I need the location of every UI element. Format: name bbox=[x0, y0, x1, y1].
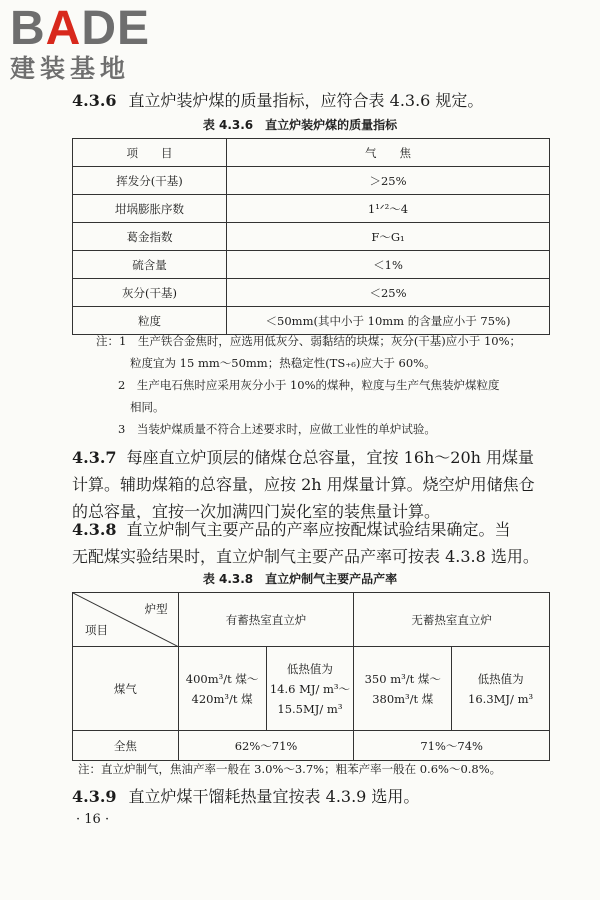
table-row bbox=[73, 251, 550, 279]
table-row bbox=[73, 647, 550, 731]
logo-accent-letter: A bbox=[45, 2, 82, 55]
table-cell: 挥发分(干基) bbox=[73, 167, 227, 195]
section-number: 4.3.6 bbox=[72, 91, 117, 110]
paragraph-line bbox=[72, 444, 550, 471]
table-cell: ＞25% bbox=[227, 167, 550, 195]
header-cell: 有蓄热室直立炉 bbox=[178, 593, 354, 647]
corner-label-bottom: 项目 bbox=[85, 623, 108, 637]
table-note: 粒度宜为 15 mm～50mm；热稳定性(TS₊₆)应大于 60%。 bbox=[130, 356, 436, 370]
table-cell bbox=[452, 647, 550, 731]
diagonal-header-cell bbox=[73, 593, 179, 647]
section-4-3-6-heading bbox=[72, 88, 483, 114]
table-cell bbox=[266, 647, 354, 731]
section-4-3-9-heading bbox=[72, 784, 419, 810]
table-cell: 粒度 bbox=[73, 307, 227, 335]
table-4-3-8 bbox=[72, 592, 550, 761]
row-label: 煤气 bbox=[73, 647, 179, 731]
cell-line: 15.5MJ/ m³ bbox=[277, 701, 343, 716]
cell-line: 420m³/t 煤 bbox=[191, 691, 253, 706]
cell-line: 380m³/t 煤 bbox=[372, 691, 434, 706]
header-cell: 气 焦 bbox=[227, 139, 550, 167]
section-text: 每座直立炉顶层的储煤仓总容量，宜按 16h～20h 用煤量 bbox=[126, 448, 535, 467]
table-note: 注：1 生产铁合金焦时，应选用低灰分、弱黏结的块煤；灰分(干基)应小于 10%； bbox=[96, 334, 522, 348]
table-note: 3 当装炉煤质量不符合上述要求时，应做工业性的单炉试验。 bbox=[118, 422, 436, 436]
cell-line: 低热值为 bbox=[477, 671, 524, 686]
paragraph-line: 计算。辅助煤箱的总容量，应按 2h 用煤量计算。烧空炉用储焦仓 bbox=[72, 475, 535, 494]
table-cell: ＜50mm(其中小于 10mm 的含量应小于 75%) bbox=[227, 307, 550, 335]
table-cell bbox=[178, 647, 266, 731]
table-row bbox=[73, 731, 550, 761]
section-4-3-8 bbox=[72, 516, 550, 570]
table-cell: 71%～74% bbox=[354, 731, 550, 761]
table-cell: 硫含量 bbox=[73, 251, 227, 279]
table-cell: 葛金指数 bbox=[73, 223, 227, 251]
table-cell: 灰分(干基) bbox=[73, 279, 227, 307]
table-note: 注：直立炉制气，焦油产率一般在 3.0%～3.7%；粗苯产率一般在 0.6%～0.8%。 bbox=[78, 762, 502, 776]
section-text: 直立炉装炉煤的质量指标，应符合表 4.3.6 规定。 bbox=[128, 91, 484, 110]
table-row bbox=[73, 223, 550, 251]
table-header-row bbox=[73, 139, 550, 167]
table-cell: 1¹ᐟ²～4 bbox=[227, 195, 550, 223]
table-row bbox=[73, 307, 550, 335]
table-4-3-8-title: 表 4.3.8 直立炉制气主要产品产率 bbox=[202, 572, 398, 586]
logo-wordmark: BADE bbox=[10, 2, 151, 55]
table-cell bbox=[354, 647, 452, 731]
paragraph-line: 的总容量，宜按一次加满四门炭化室的装焦量计算。 bbox=[72, 502, 441, 521]
cell-line: 16.3MJ/ m³ bbox=[468, 691, 534, 706]
table-row bbox=[73, 195, 550, 223]
table-note: 2 生产电石焦时应采用灰分小于 10%的煤种，粒度与生产气焦装炉煤粒度 bbox=[118, 378, 500, 392]
section-text: 直立炉煤干馏耗热量宜按表 4.3.9 选用。 bbox=[128, 787, 420, 806]
table-cell: ＜25% bbox=[227, 279, 550, 307]
section-number: 4.3.7 bbox=[72, 448, 117, 467]
table-cell: F～G₁ bbox=[227, 223, 550, 251]
table-header-row bbox=[73, 593, 550, 647]
table-4-3-6 bbox=[72, 138, 550, 335]
paragraph-line bbox=[72, 516, 550, 543]
table-note: 相同。 bbox=[130, 400, 165, 414]
page-number: · 16 · bbox=[76, 812, 110, 827]
table-cell: ＜1% bbox=[227, 251, 550, 279]
table-4-3-6-title: 表 4.3.6 直立炉装炉煤的质量指标 bbox=[202, 118, 398, 132]
header-cell: 无蓄热室直立炉 bbox=[354, 593, 550, 647]
table-cell: 坩埚膨胀序数 bbox=[73, 195, 227, 223]
corner-label-top: 炉型 bbox=[144, 602, 168, 616]
section-number: 4.3.8 bbox=[72, 520, 117, 539]
cell-line: 低热值为 bbox=[286, 661, 333, 676]
header-cell: 项 目 bbox=[73, 139, 227, 167]
cell-line: 350 m³/t 煤～ bbox=[364, 671, 441, 686]
cell-line: 400m³/t 煤～ bbox=[185, 671, 259, 686]
table-row bbox=[73, 167, 550, 195]
paragraph-line: 无配煤实验结果时，直立炉制气主要产品产率可按表 4.3.8 选用。 bbox=[72, 547, 539, 566]
table-row bbox=[73, 279, 550, 307]
section-4-3-7 bbox=[72, 444, 550, 525]
logo-subtitle: 建装基地 bbox=[10, 54, 131, 83]
logo bbox=[10, 4, 175, 84]
section-number: 4.3.9 bbox=[72, 787, 117, 806]
row-label: 全焦 bbox=[73, 731, 179, 761]
cell-line: 14.6 MJ/ m³～ bbox=[269, 681, 351, 696]
table-cell: 62%～71% bbox=[178, 731, 354, 761]
section-text: 直立炉制气主要产品的产率应按配煤试验结果确定。当 bbox=[126, 520, 511, 539]
